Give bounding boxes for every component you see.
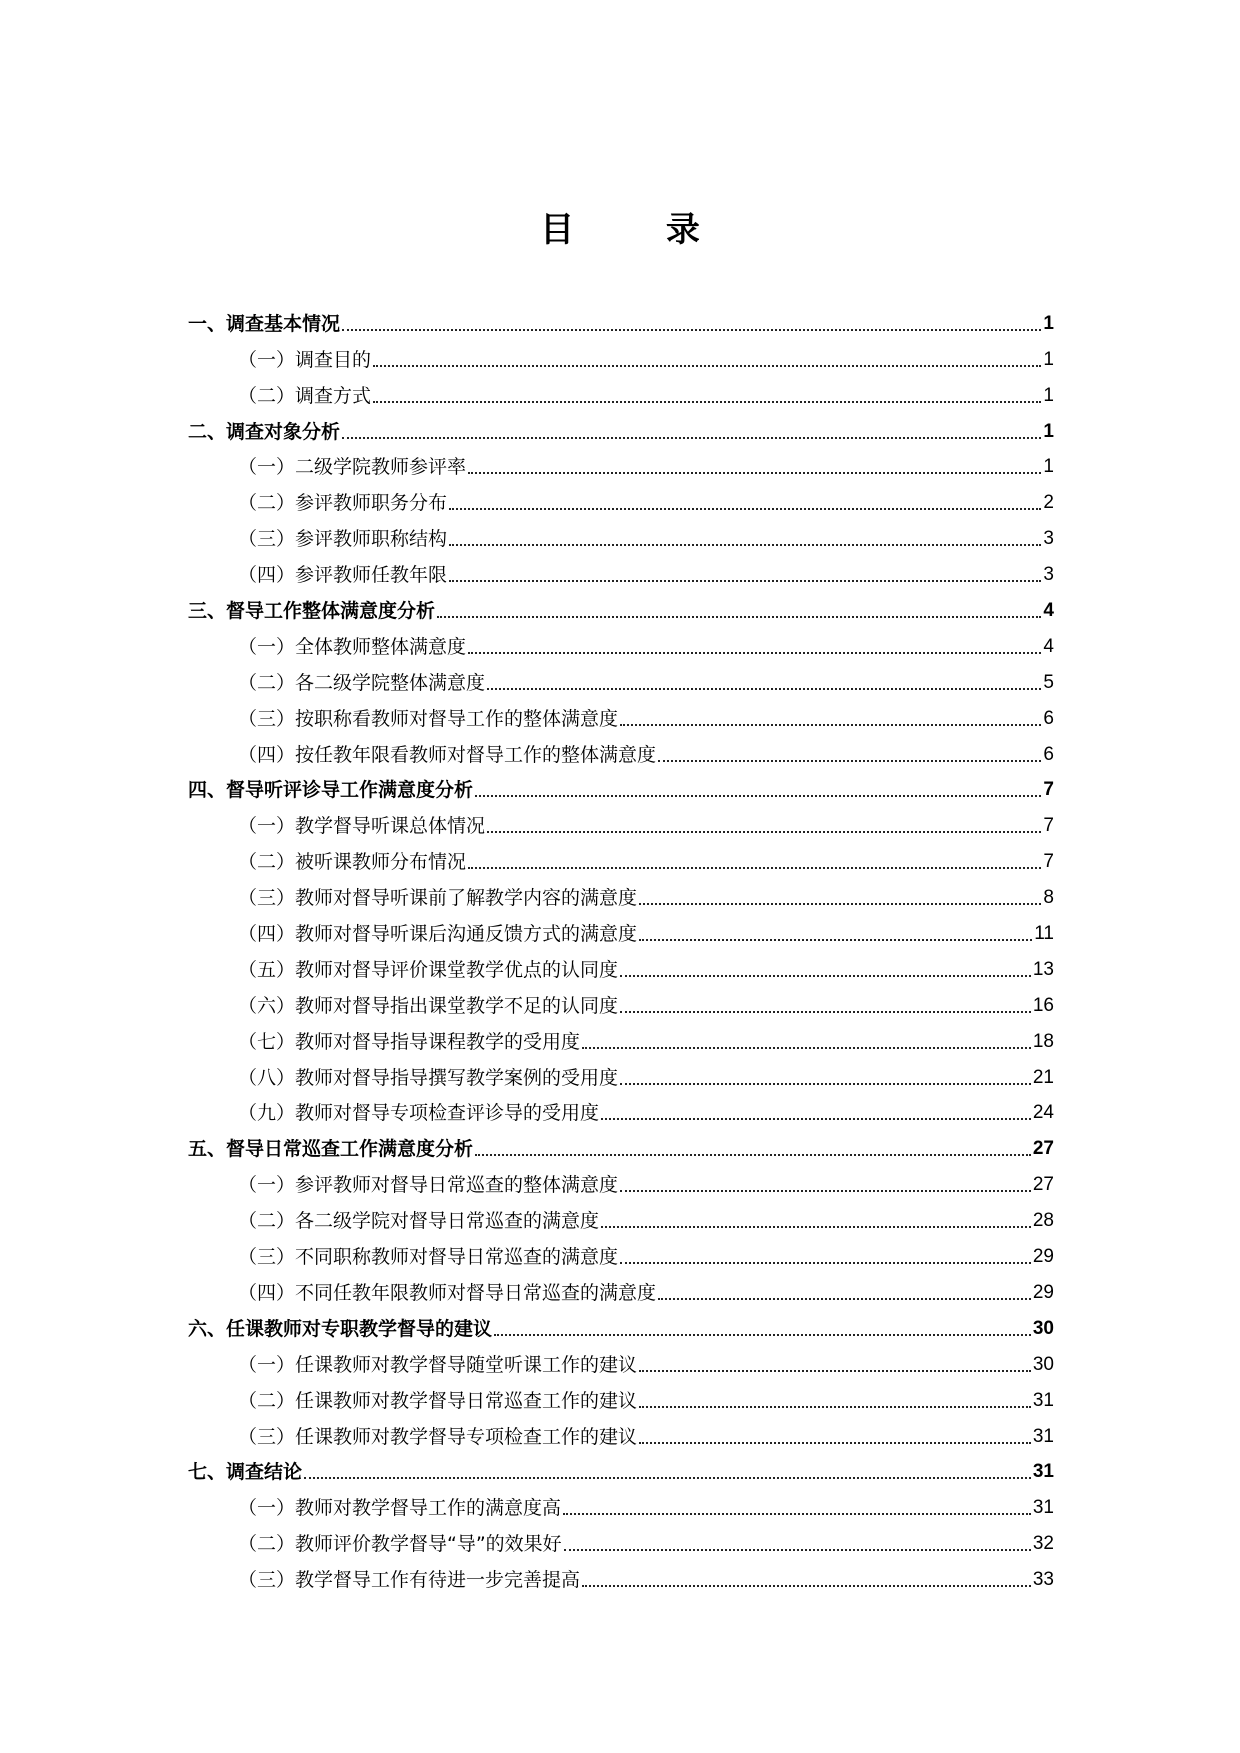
toc-page-number: 7 xyxy=(1043,779,1054,801)
toc-dot-leader xyxy=(639,903,1041,905)
toc-entry-label: （一）全体教师整体满意度 xyxy=(238,635,467,658)
toc-entry-label: （七）教师对督导指导课程教学的受用度 xyxy=(238,1030,581,1053)
toc-page-number: 32 xyxy=(1032,1533,1054,1555)
toc-section-entry[interactable] xyxy=(188,910,1054,946)
toc-entry-label: 五、督导日常巡查工作满意度分析 xyxy=(188,1138,474,1161)
toc-page-number: 1 xyxy=(1043,420,1054,442)
toc-page-number: 29 xyxy=(1032,1246,1054,1268)
toc-dot-leader xyxy=(494,1334,1031,1336)
toc-entry-label: 六、任课教师对专职教学督导的建议 xyxy=(188,1317,493,1340)
toc-entry-label: （一）调查目的 xyxy=(238,348,372,371)
toc-entry-label: 二、调查对象分析 xyxy=(188,420,341,443)
toc-dot-leader xyxy=(620,1011,1031,1013)
toc-dot-leader xyxy=(373,401,1041,403)
toc-section-entry[interactable] xyxy=(188,838,1054,874)
toc-page-number: 7 xyxy=(1043,851,1054,873)
toc-dot-leader xyxy=(620,1262,1031,1264)
toc-dot-leader xyxy=(639,1442,1031,1444)
toc-dot-leader xyxy=(342,437,1041,439)
toc-entry-label: （三）参评教师职称结构 xyxy=(238,528,448,551)
toc-page-number: 30 xyxy=(1032,1317,1054,1339)
toc-page-number: 16 xyxy=(1032,994,1054,1016)
toc-chapter-entry[interactable] xyxy=(188,300,1054,336)
toc-section-entry[interactable] xyxy=(188,623,1054,659)
toc-entry-label: （四）参评教师任教年限 xyxy=(238,564,448,587)
toc-dot-leader xyxy=(601,1226,1031,1228)
toc-dot-leader xyxy=(449,580,1041,582)
toc-page-number: 21 xyxy=(1032,1066,1054,1088)
toc-section-entry[interactable] xyxy=(188,479,1054,515)
toc-dot-leader xyxy=(639,1406,1031,1408)
toc-entry-label: （九）教师对督导专项检查评诊导的受用度 xyxy=(238,1102,600,1125)
toc-chapter-entry[interactable] xyxy=(188,767,1054,803)
toc-dot-leader xyxy=(582,1047,1031,1049)
toc-chapter-entry[interactable] xyxy=(188,1125,1054,1161)
toc-page-number: 1 xyxy=(1043,456,1054,478)
toc-dot-leader xyxy=(468,472,1041,474)
toc-section-entry[interactable] xyxy=(188,515,1054,551)
toc-section-entry[interactable] xyxy=(188,1269,1054,1305)
toc-section-entry[interactable] xyxy=(188,802,1054,838)
toc-page-number: 30 xyxy=(1032,1353,1054,1375)
toc-section-entry[interactable] xyxy=(188,1484,1054,1520)
toc-page-number: 6 xyxy=(1043,707,1054,729)
toc-dot-leader xyxy=(620,1190,1031,1192)
toc-dot-leader xyxy=(449,544,1041,546)
toc-entry-label: （三）教师对督导听课前了解教学内容的满意度 xyxy=(238,887,638,910)
toc-dot-leader xyxy=(342,329,1041,331)
toc-entry-label: （四）按任教年限看教师对督导工作的整体满意度 xyxy=(238,743,657,766)
toc-page-number: 4 xyxy=(1043,600,1054,622)
toc-section-entry[interactable] xyxy=(188,1090,1054,1126)
toc-section-entry[interactable] xyxy=(188,1054,1054,1090)
toc-page-number: 3 xyxy=(1043,528,1054,550)
toc-page-number: 11 xyxy=(1034,923,1054,945)
toc-section-entry[interactable] xyxy=(188,372,1054,408)
toc-dot-leader xyxy=(373,365,1041,367)
toc-page-number: 27 xyxy=(1032,1174,1054,1196)
toc-dot-leader xyxy=(620,975,1031,977)
toc-entry-label: （六）教师对督导指出课堂教学不足的认同度 xyxy=(238,994,619,1017)
toc-entry-label: （一）教学督导听课总体情况 xyxy=(238,815,486,838)
toc-page-number: 7 xyxy=(1043,815,1054,837)
toc-dot-leader xyxy=(639,1370,1031,1372)
toc-dot-leader xyxy=(620,1083,1031,1085)
toc-dot-leader xyxy=(658,1298,1031,1300)
toc-page-number: 3 xyxy=(1043,564,1054,586)
toc-chapter-entry[interactable] xyxy=(188,1305,1054,1341)
toc-entry-label: （三）不同职称教师对督导日常巡查的满意度 xyxy=(238,1246,619,1269)
toc-dot-leader xyxy=(563,1513,1031,1515)
toc-section-entry[interactable] xyxy=(188,1341,1054,1377)
toc-dot-leader xyxy=(475,795,1041,797)
toc-dot-leader xyxy=(468,867,1041,869)
toc-page-number: 4 xyxy=(1043,635,1054,657)
toc-section-entry[interactable] xyxy=(188,336,1054,372)
toc-page-number: 18 xyxy=(1032,1030,1054,1052)
toc-page-number: 27 xyxy=(1032,1138,1054,1160)
toc-entry-label: （二）参评教师职务分布 xyxy=(238,492,448,515)
toc-section-entry[interactable] xyxy=(188,695,1054,731)
toc-section-entry[interactable] xyxy=(188,1018,1054,1054)
toc-section-entry[interactable] xyxy=(188,1413,1054,1449)
toc-page-number: 31 xyxy=(1032,1389,1054,1411)
toc-dot-leader xyxy=(658,760,1041,762)
toc-entry-label: 一、调查基本情况 xyxy=(188,312,341,335)
toc-dot-leader xyxy=(449,508,1041,510)
toc-entry-label: 四、督导听评诊导工作满意度分析 xyxy=(188,779,474,802)
toc-section-entry[interactable] xyxy=(188,1377,1054,1413)
toc-title: 目 录 xyxy=(540,210,740,250)
toc-entry-label: （八）教师对督导指导撰写教学案例的受用度 xyxy=(238,1066,619,1089)
toc-section-entry[interactable] xyxy=(188,946,1054,982)
toc-chapter-entry[interactable] xyxy=(188,587,1054,623)
toc-dot-leader xyxy=(468,652,1041,654)
toc-entry-label: （五）教师对督导评价课堂教学优点的认同度 xyxy=(238,958,619,981)
toc-entry-label: （二）各二级学院对督导日常巡查的满意度 xyxy=(238,1210,600,1233)
toc-dot-leader xyxy=(564,1549,1031,1551)
toc-page-number: 33 xyxy=(1032,1569,1054,1591)
toc-page-number: 31 xyxy=(1032,1425,1054,1447)
toc-page-number: 2 xyxy=(1043,492,1054,514)
toc-page-number: 5 xyxy=(1043,671,1054,693)
toc-dot-leader xyxy=(620,724,1041,726)
toc-section-entry[interactable] xyxy=(188,982,1054,1018)
toc-entry-label: （三）按职称看教师对督导工作的整体满意度 xyxy=(238,707,619,730)
toc-entry-label: （二）教师评价教学督导“导”的效果好 xyxy=(238,1533,562,1556)
toc-entry-label: 三、督导工作整体满意度分析 xyxy=(188,600,436,623)
toc-chapter-entry[interactable] xyxy=(188,408,1054,444)
toc-entry-label: 七、调查结论 xyxy=(188,1461,303,1484)
toc-section-entry[interactable] xyxy=(188,1556,1054,1592)
toc-entry-label: （一）任课教师对教学督导随堂听课工作的建议 xyxy=(238,1353,638,1376)
toc-section-entry[interactable] xyxy=(188,444,1054,480)
toc-dot-leader xyxy=(601,1118,1031,1120)
toc-section-entry[interactable] xyxy=(188,1161,1054,1197)
toc-page-number: 13 xyxy=(1032,958,1054,980)
toc-section-entry[interactable] xyxy=(188,874,1054,910)
toc-entry-label: （一）教师对教学督导工作的满意度高 xyxy=(238,1497,562,1520)
toc-entry-label: （二）任课教师对教学督导日常巡查工作的建议 xyxy=(238,1389,638,1412)
toc-page-number: 1 xyxy=(1043,348,1054,370)
toc-dot-leader xyxy=(475,1154,1031,1156)
toc-list xyxy=(188,300,1054,1592)
toc-dot-leader xyxy=(437,616,1041,618)
toc-section-entry[interactable] xyxy=(188,1233,1054,1269)
toc-dot-leader xyxy=(639,939,1032,941)
toc-page-number: 29 xyxy=(1032,1281,1054,1303)
toc-dot-leader xyxy=(487,688,1041,690)
toc-page-number: 24 xyxy=(1032,1102,1054,1124)
toc-entry-label: （四）教师对督导听课后沟通反馈方式的满意度 xyxy=(238,923,638,946)
toc-page-number: 28 xyxy=(1032,1210,1054,1232)
toc-page-number: 31 xyxy=(1032,1461,1054,1483)
toc-section-entry[interactable] xyxy=(188,731,1054,767)
toc-section-entry[interactable] xyxy=(188,551,1054,587)
toc-dot-leader xyxy=(304,1477,1031,1479)
toc-dot-leader xyxy=(582,1585,1031,1587)
toc-dot-leader xyxy=(487,831,1041,833)
toc-section-entry[interactable] xyxy=(188,1197,1054,1233)
toc-entry-label: （二）各二级学院整体满意度 xyxy=(238,671,486,694)
toc-entry-label: （二）调查方式 xyxy=(238,384,372,407)
toc-chapter-entry[interactable] xyxy=(188,1449,1054,1485)
toc-page-number: 1 xyxy=(1043,384,1054,406)
toc-entry-label: （四）不同任教年限教师对督导日常巡查的满意度 xyxy=(238,1281,657,1304)
toc-entry-label: （三）任课教师对教学督导专项检查工作的建议 xyxy=(238,1425,638,1448)
toc-section-entry[interactable] xyxy=(188,659,1054,695)
toc-section-entry[interactable] xyxy=(188,1520,1054,1556)
toc-page-number: 1 xyxy=(1043,312,1054,334)
toc-entry-label: （三）教学督导工作有待进一步完善提高 xyxy=(238,1569,581,1592)
toc-page-number: 6 xyxy=(1043,743,1054,765)
toc-page-number: 8 xyxy=(1043,887,1054,909)
toc-entry-label: （一）二级学院教师参评率 xyxy=(238,456,467,479)
toc-entry-label: （二）被听课教师分布情况 xyxy=(238,851,467,874)
toc-entry-label: （一）参评教师对督导日常巡查的整体满意度 xyxy=(238,1174,619,1197)
toc-page-number: 31 xyxy=(1032,1497,1054,1519)
